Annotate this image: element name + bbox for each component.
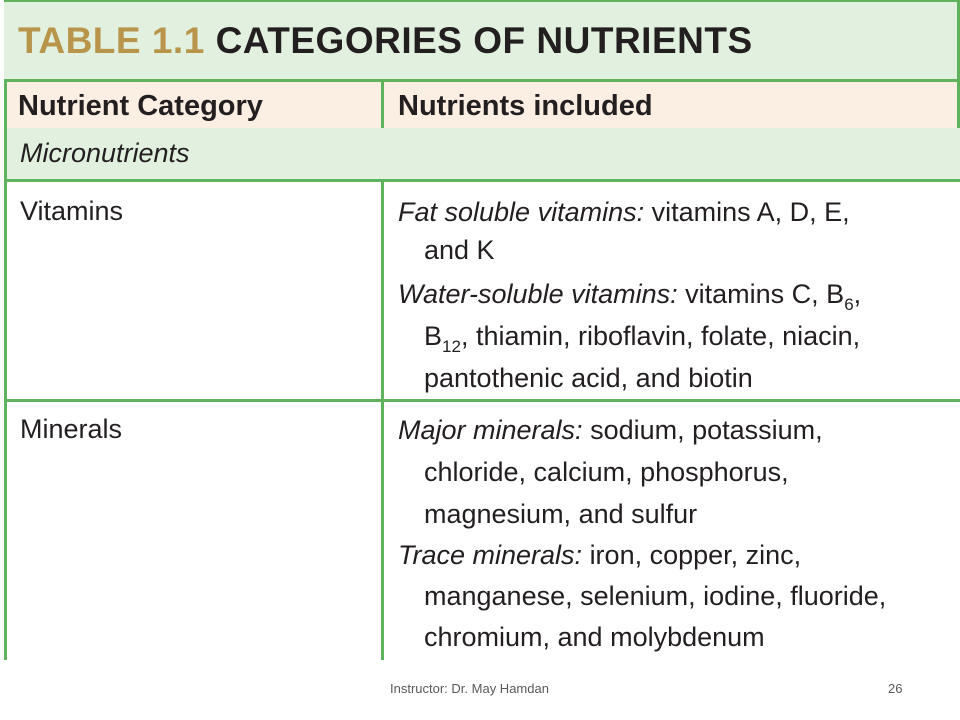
b12-lead: B <box>424 321 443 351</box>
table-number: TABLE 1.1 <box>18 20 205 61</box>
water-soluble-text-1: vitamins C, B <box>685 279 845 309</box>
category-vitamins: Vitamins <box>20 196 124 226</box>
trace-minerals-text-1: iron, copper, zinc, <box>589 540 802 570</box>
major-minerals-text-2: chloride, calcium, phosphorus, <box>424 457 789 487</box>
water-soluble-text-3: pantothenic acid, and biotin <box>424 363 753 393</box>
header-nutrient-category: Nutrient Category <box>18 90 263 122</box>
major-minerals-line-3 <box>424 497 697 531</box>
major-minerals-line-2 <box>424 455 789 489</box>
trace-minerals-line-3 <box>424 620 765 654</box>
b12-subscript: 12 <box>442 337 461 356</box>
major-minerals-line-1 <box>398 413 823 447</box>
water-soluble-text-2: , thiamin, riboflavin, folate, niacin, <box>460 321 861 351</box>
fat-soluble-text-2: and K <box>424 235 495 265</box>
trace-minerals-line-1 <box>398 538 801 572</box>
major-minerals-label: Major minerals: <box>398 415 583 445</box>
trace-minerals-text-3: chromium, and molybdenum <box>424 622 765 652</box>
water-soluble-line-3 <box>424 361 753 395</box>
header-column-divider <box>381 82 384 128</box>
fat-soluble-line-1 <box>398 195 850 229</box>
water-soluble-line-1 <box>398 277 861 315</box>
trace-minerals-text-2: manganese, selenium, iodine, fluoride, <box>424 581 887 611</box>
fat-soluble-text-1: vitamins A, D, E, <box>651 197 850 227</box>
table-header-row <box>4 82 960 128</box>
category-minerals: Minerals <box>20 414 123 444</box>
major-minerals-text-3: magnesium, and sulfur <box>424 499 698 529</box>
footer-instructor: Instructor: Dr. May Hamdan <box>390 681 549 696</box>
water-soluble-line-2 <box>424 319 860 357</box>
fat-soluble-line-2 <box>424 233 495 267</box>
fat-soluble-label: Fat soluble vitamins: <box>398 197 645 227</box>
section-row-micronutrients <box>4 128 960 182</box>
section-label: Micronutrients <box>20 138 190 168</box>
trace-minerals-line-2 <box>424 579 886 613</box>
header-nutrients-included: Nutrients included <box>398 90 653 122</box>
table-title-text: CATEGORIES OF NUTRIENTS <box>215 20 753 61</box>
table-title <box>18 20 753 62</box>
table-title-bar <box>4 0 960 82</box>
water-soluble-label: Water-soluble vitamins: <box>398 279 678 309</box>
row-separator <box>4 399 960 402</box>
b6-subscript: 6 <box>844 295 854 314</box>
table-left-border <box>4 82 7 660</box>
nutrients-table <box>4 0 960 660</box>
body-column-divider <box>381 182 384 660</box>
major-minerals-text-1: sodium, potassium, <box>590 415 823 445</box>
water-soluble-text-1-tail: , <box>853 279 862 309</box>
trace-minerals-label: Trace minerals: <box>398 540 583 570</box>
footer-page-number: 26 <box>888 681 903 696</box>
